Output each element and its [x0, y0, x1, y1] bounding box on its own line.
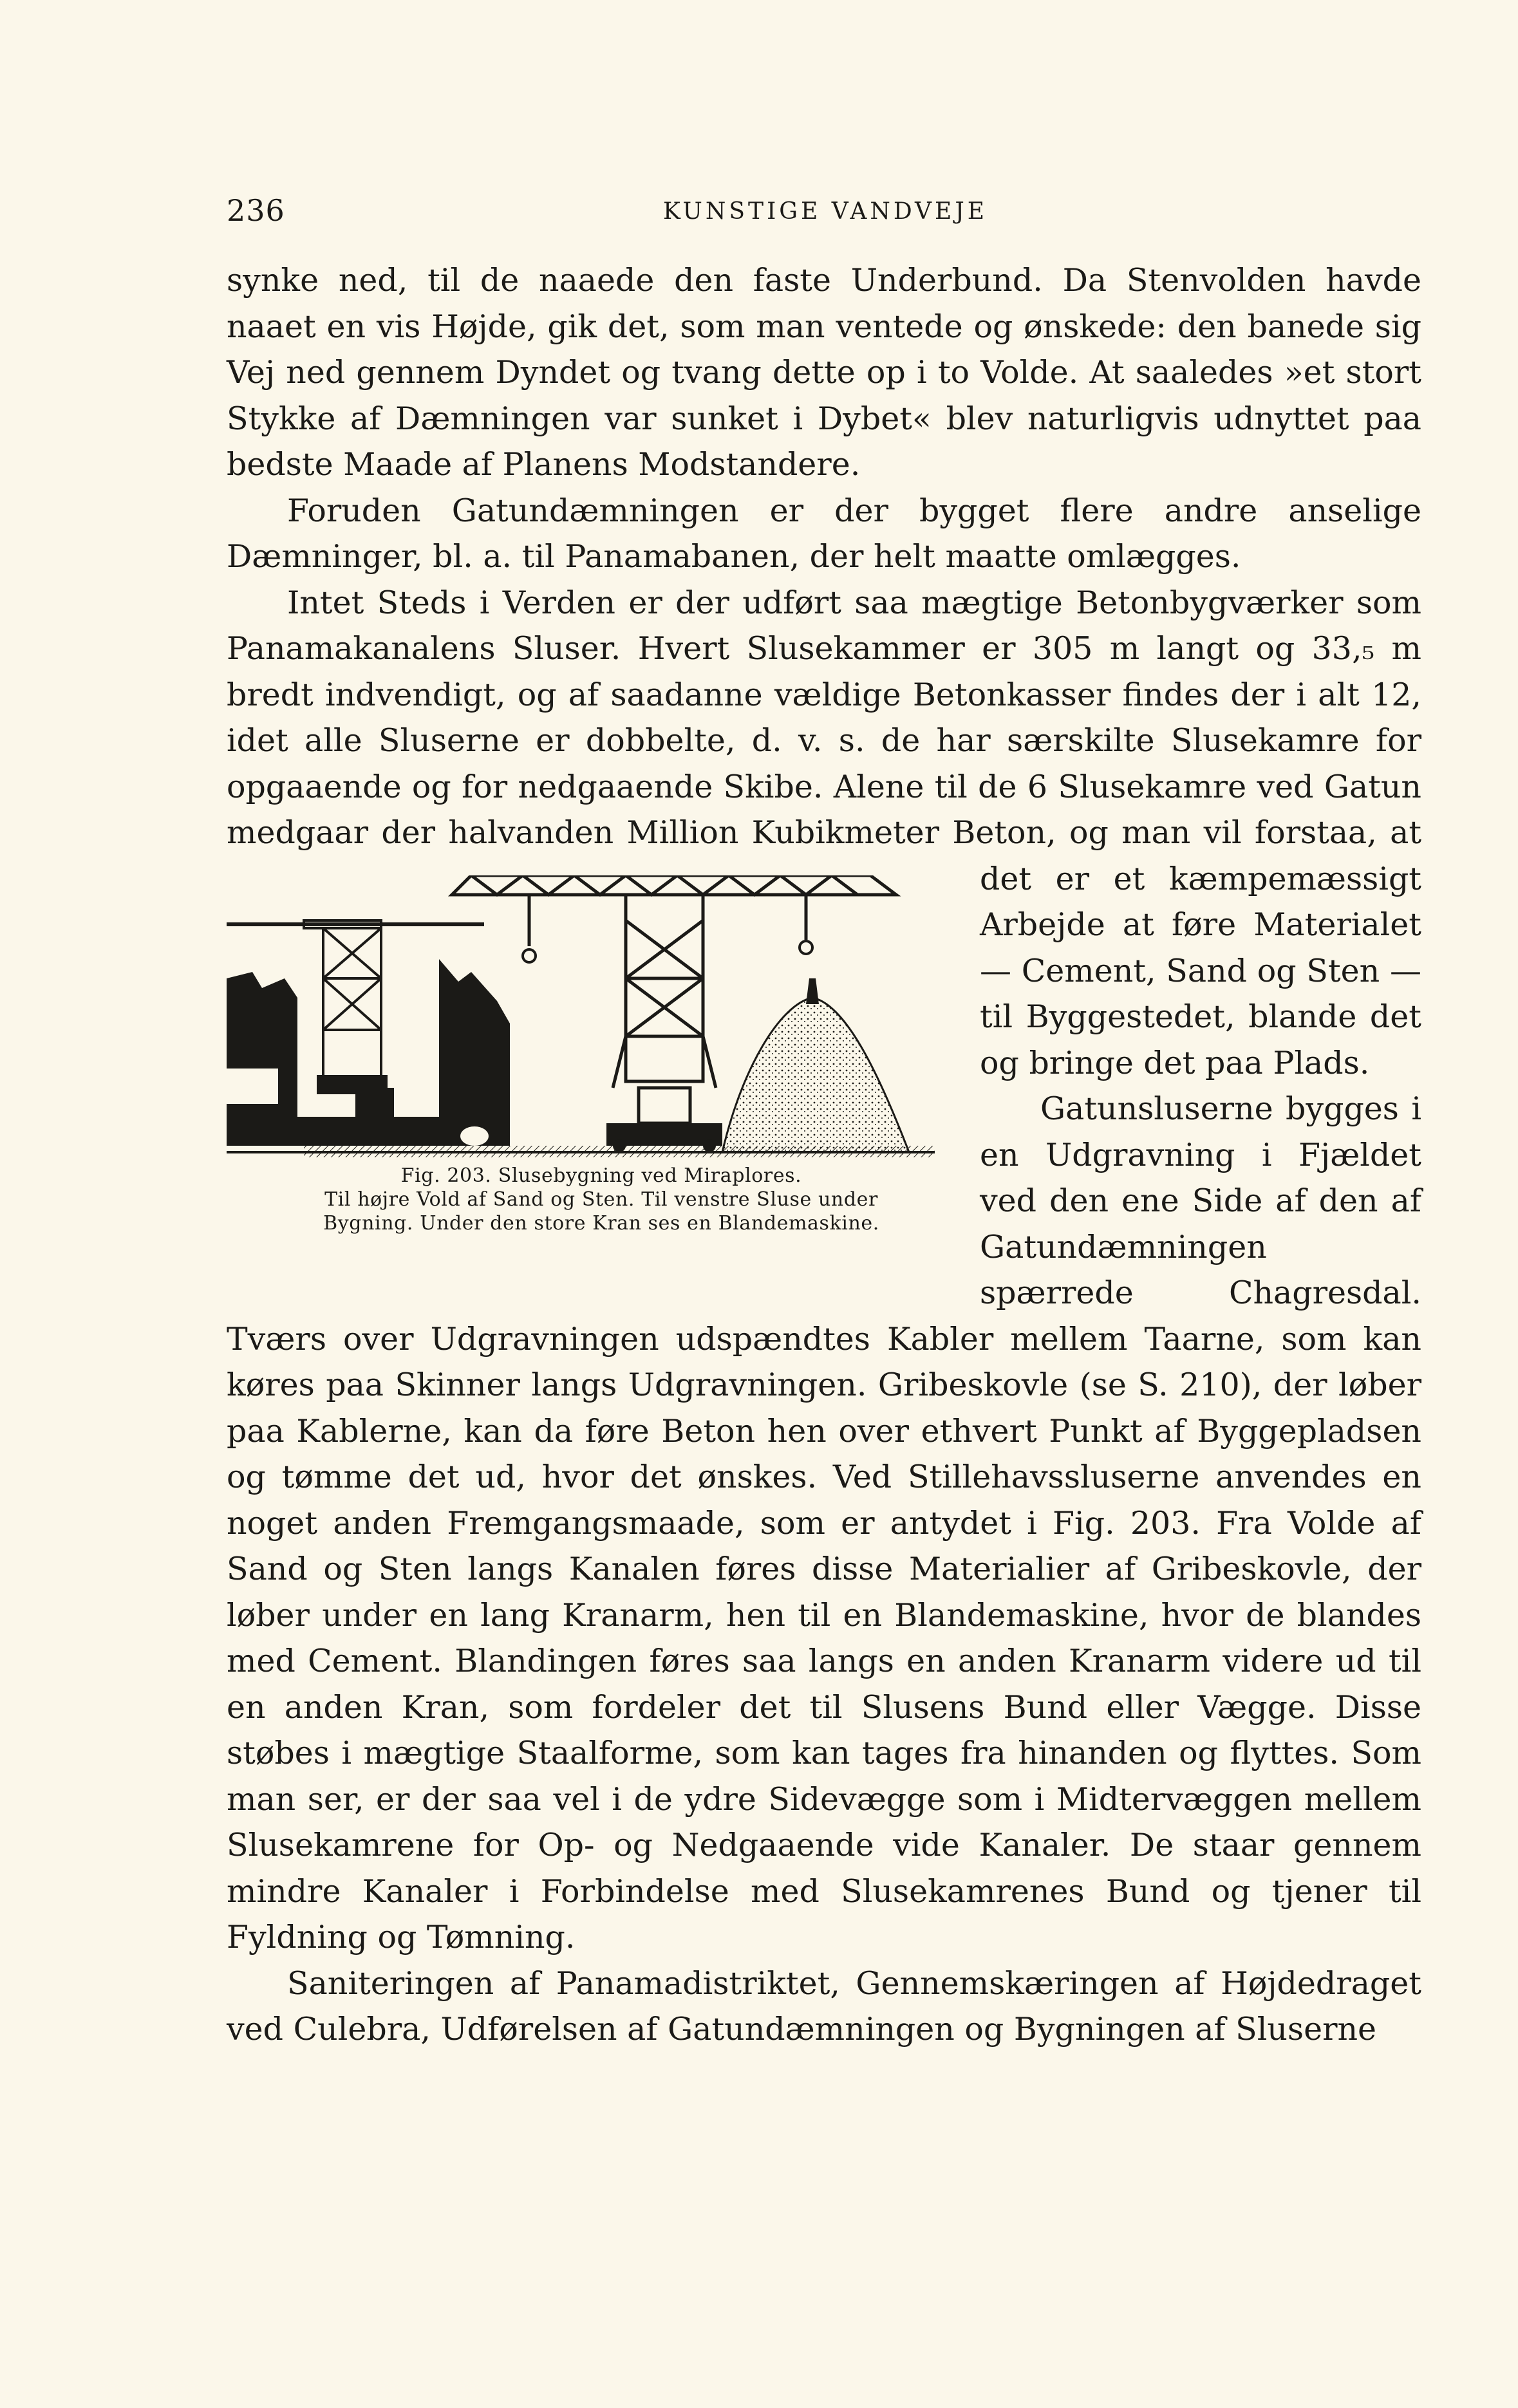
lock-construction-illustration — [227, 875, 941, 1165]
mixer — [639, 1088, 690, 1123]
body-text — [227, 257, 1421, 2053]
middle-wall-culvert — [460, 1126, 489, 1146]
paragraph-5: Saniteringen af Panamadistriktet, Gennemskæringen af Højdedraget ved Culebra, Udførelsen af Gatundæmningen og Bygningen af Sluserne — [227, 1965, 1421, 2048]
lock-outer-wall — [227, 972, 297, 1146]
caption-line-1: Fig. 203. Slusebygning ved Miraplores. — [400, 1164, 802, 1187]
page-number: 236 — [227, 193, 285, 228]
caption-line-2: Til højre Vold af Sand og Sten. Til venstre Sluse under — [324, 1188, 878, 1211]
lock-middle-wall — [439, 959, 510, 1146]
paragraph-2: Foruden Gatundæmningen er der bygget flere andre anselige Dæmninger, bl. a. til Panamabanen, der helt maatte omlægges. — [227, 492, 1421, 575]
paragraph-3-block — [227, 580, 1422, 1235]
small-crane-tower — [323, 928, 381, 1076]
lock-bottom — [297, 1117, 439, 1146]
paragraph-4: Gatunsluserne bygges i en Udgravning i Fjældet ved den ene Side af den af Gatundæmningen spærrede Chagresdal. Tværs over Udgravningen udspændtes Kabler mellem Taarne, som kan køres paa Skinner langs Udgravningen. Gribeskovle (se S. 210), der løber paa Kablerne, kan da føre Beton hen over ethvert Punkt af Byggepladsen og tømme det ud, hvor det ønskes. Ved Stillehavssluserne anvendes en noget anden Fremgangsmaade, som er antydet i Fig. 203. Fra Volde af Sand og Sten langs Kanalen føres disse Materialier af Gribeskovle, der løber under en lang Kranarm, hen til en Blandemaskine, hvor de blandes med Cement. Blandingen føres saa langs en anden Kranarm videre ud til en anden Kran, som fordeler det til Slusens Bund eller Vægge. Disse støbes i mægtige Staalforme, som kan tages fra hinanden og flyttes. Som man ser, er der saa vel i de ydre Sidevægge som i Midtervæggen mellem Slusekamrene for Op- og Nedgaaende vide Kanaler. De staar gennem mindre Kanaler i Forbindelse med Slusekamrenes Bund og tjener til Fyldning og Tømning. — [227, 1090, 1421, 1955]
sand-stone-pile — [722, 998, 909, 1152]
figure-203 — [201, 856, 941, 1291]
caption-line-3: Bygning. Under den store Kran ses en Blandemaskine. — [323, 1211, 879, 1235]
paragraph-1: synke ned, til de naaede den faste Underbund. Da Stenvolden havde naaet en vis Højde, gik det, som man ventede og ønskede: den banede sig Vej ned gennem Dyndet og tvang dette op i to Volde. At saaledes »et stort Stykke af Dæmningen var sunket i Dybet« blev naturligvis udnyttet paa bedste Maade af Planens Modstandere. — [227, 262, 1421, 483]
figure-caption — [201, 1164, 941, 1235]
running-title: KUNSTIGE VANDVEJE — [662, 198, 988, 225]
paragraph-3-continued: og man vil forstaa, at det er et kæmpemæssigt Arbejde at føre Materialet — Cement, Sand og Sten — til Byggestedet, blande det og bringe det paa Plads. — [980, 814, 1422, 1081]
paragraph-3: Intet Steds i Verden er der udført saa mægtige Betonbygværker som Panamakanalens Sluser. Hvert Slusekammer er 305 m langt og 33,₅ m bredt indvendigt, og af saadanne vældige Betonkasser findes der i alt 12, idet alle Sluserne er dobbelte, d. v. s. de har særskilte Slusekamre for opgaaende og for nedgaaende Skibe. Alene til de 6 Slusekamre ved Gatun medgaar der halvanden Million Kubikmeter Beton, — [227, 584, 1421, 851]
wall-culvert-left — [227, 1069, 278, 1104]
page-header — [227, 193, 1424, 238]
bucket-left — [523, 949, 536, 962]
bucket-right — [800, 941, 812, 954]
